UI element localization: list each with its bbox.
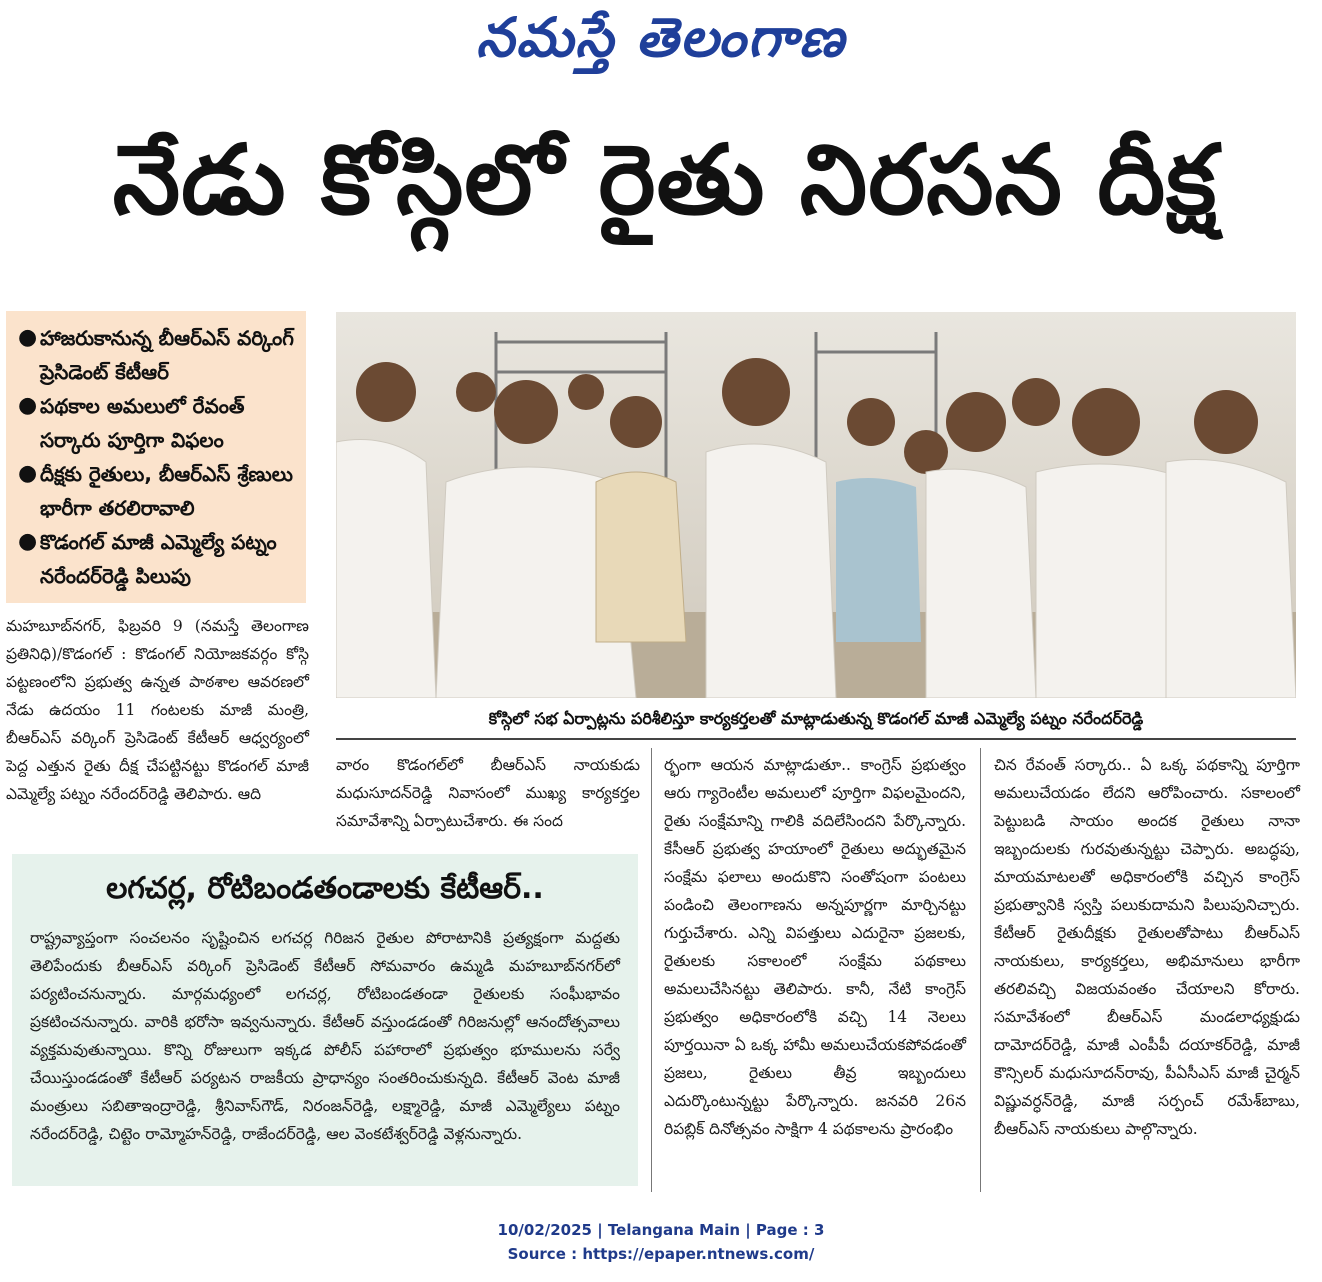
highlight-item bbox=[18, 321, 298, 389]
news-photo bbox=[336, 312, 1296, 698]
highlights-box bbox=[6, 311, 306, 603]
footer-date-page: 10/02/2025 | Telangana Main | Page : 3 bbox=[497, 1221, 825, 1239]
article-column-3: చిన రేవంత్ సర్కారు.. ఏ ఒక్క పథకాన్ని పూర్తిగా అమలుచేయడం లేదని ఆరోపించారు. సకాలంలో పెట్టుబడి సాయం అందక రైతులు నానా ఇబ్బందులకు గురవుతున్నట్టు చెప్పారు. అబద్ధపు, మాయమాటలతో అధికారంలోకి వచ్చిన కాంగ్రెస్ ప్రభుత్వానికి స్వస్తి పలుకుదామని పిలుపునిచ్చారు. కేటీఆర్ రైతుదీక్షకు రైతులతోపాటు బీఆర్‌ఎస్ నాయకులు, కార్యకర్తలు, అభిమానులు భారీగా తరలివచ్చి విజయవంతం చేయాలని కోరారు. సమావేశంలో బీఆర్‌ఎస్ మండలాధ్యక్షుడు దామోదర్‌రెడ్డి, మాజీ ఎంపీపీ దయాకర్‌రెడ్డి, మాజీ కౌన్సిలర్ మధుసూదన్‌రావు, పీఏసీఎస్ మాజీ చైర్మన్ విష్ణువర్ధన్‌రెడ్డి, మాజీ సర్పంచ్ రమేశ్‌బాబు, బీఆర్‌ఎస్ నాయకులు పాల్గొన్నారు. bbox=[994, 756, 1300, 1138]
highlight-text: దీక్షకు రైతులు, బీఆర్‌ఎస్ శ్రేణులు భారీగా తరలిరావాలి bbox=[40, 462, 293, 520]
article-column-1: వారం కొడంగల్‌లో బీఆర్‌ఎస్ నాయకుడు మధుసూదన్‌రెడ్డి నివాసంలో ముఖ్య కార్యకర్తల సమావేశాన్ని ఏర్పాటుచేశారు. ఈ సంద bbox=[336, 756, 640, 830]
photo-caption: కోస్గిలో సభ ఏర్పాట్లను పరిశీలిస్తూ కార్యకర్తలతో మాట్లాడుతున్న కొడంగల్ మాజీ ఎమ్మెల్యే పట్నం నరేందర్‌రెడ్డి bbox=[488, 709, 1144, 728]
bullet-icon: ● bbox=[18, 529, 38, 554]
page-footer bbox=[0, 1218, 1322, 1266]
column-divider bbox=[980, 748, 981, 1192]
caption-divider bbox=[336, 738, 1296, 740]
highlight-item bbox=[18, 389, 298, 457]
masthead-logo: నమస్తే తెలంగాణ bbox=[476, 6, 846, 69]
sidebar-story-title: లగచర్ల, రోటిబండతండాలకు కేటీఆర్.. bbox=[106, 871, 544, 906]
sidebar-story-body: రాష్ట్రవ్యాప్తంగా సంచలనం సృష్టించిన లగచర్ల గిరిజన రైతుల పోరాటానికి ప్రత్యక్షంగా మద్దతు తెలిపేందుకు బీఆర్‌ఎస్ వర్కింగ్ ప్రెసిడెంట్ కేటీఆర్ సోమవారం ఉమ్మడి మహబూబ్‌నగర్‌లో పర్యటించనున్నారు. మార్గమధ్యంలో లగచర్ల, రోటిబండతండా రైతులకు సంఘీభావం ప్రకటించనున్నారు. వారికి భరోసా ఇవ్వనున్నారు. కేటీఆర్ వస్తుండడంతో గిరిజనుల్లో ఆనందోత్సవాలు వ్యక్తమవుతున్నాయి. కొన్ని రోజులుగా ఇక్కడ పోలీస్ పహారాలో ప్రభుత్వం భూములను సర్వే చేయిస్తుండడంతో కేటీఆర్ పర్యటన రాజకీయ ప్రాధాన్యం సంతరించుకున్నది. కేటీఆర్ వెంట మాజీ మంత్రులు సబితాఇంద్రారెడ్డి, శ్రీనివాస్‌గౌడ్, నిరంజన్‌రెడ్డి, లక్ష్మారెడ్డి, మాజీ ఎమ్మెల్యేలు పట్నం నరేందర్‌రెడ్డి, చిట్టెం రామ్మోహన్‌రెడ్డి, రాజేందర్‌రెడ్డి, ఆల వెంకటేశ్వర్‌రెడ్డి వెళ్లనున్నారు. bbox=[30, 929, 620, 1143]
highlight-item bbox=[18, 457, 298, 525]
highlight-item bbox=[18, 525, 298, 593]
bullet-icon: ● bbox=[18, 393, 38, 418]
highlight-text: పథకాల అమలులో రేవంత్ సర్కారు పూర్తిగా విఫలం bbox=[40, 394, 245, 452]
highlight-text: హాజరుకానున్న బీఆర్‌ఎస్ వర్కింగ్ ప్రెసిడెంట్ కేటీఆర్ bbox=[40, 326, 294, 384]
bullet-icon: ● bbox=[18, 325, 38, 350]
column-divider bbox=[651, 748, 652, 1192]
article-column-2: ర్భంగా ఆయన మాట్లాడుతూ.. కాంగ్రెస్ ప్రభుత్వం ఆరు గ్యారెంటీల అమలులో పూర్తిగా విఫలమైందని, రైతు సంక్షేమాన్ని గాలికి వదిలేసిందని పేర్కొన్నారు. కేసీఆర్ ప్రభుత్వ హయాంలో రైతులు అద్భుతమైన సంక్షేమ ఫలాలు అందుకొని సంతోషంగా పంటలు పండించి తెలంగాణను అన్నపూర్ణగా మార్చినట్టు గుర్తుచేశారు. ఎన్ని విపత్తులు ఎదురైనా ప్రజలకు, రైతులకు సకాలంలో సంక్షేమ పథకాలు అమలుచేసినట్టు తెలిపారు. కానీ, నేటి కాంగ్రెస్ ప్రభుత్వం అధికారంలోకి వచ్చి 14 నెలలు పూర్తయినా ఏ ఒక్క హామీ అమలుచేయకపోవడంతో ప్రజలు, రైతులు తీవ్ర ఇబ్బందులు ఎదుర్కొంటున్నట్టు పేర్కొన్నారు. జనవరి 26న రిపబ్లిక్ దినోత్సవం సాక్షిగా 4 పథకాలను ప్రారంభిం bbox=[664, 756, 966, 1138]
highlight-text: కొడంగల్ మాజీ ఎమ్మెల్యే పట్నం నరేందర్‌రెడ్డి పిలుపు bbox=[40, 530, 277, 588]
headline: నేడు కోస్గిలో రైతు నిరసన దీక్ష bbox=[112, 124, 1218, 236]
bullet-icon: ● bbox=[18, 461, 38, 486]
news-photo-illustration bbox=[336, 312, 1296, 698]
sidebar-story-box bbox=[12, 854, 638, 1186]
footer-source: Source : https://epaper.ntnews.com/ bbox=[507, 1245, 815, 1263]
lead-paragraph: మహబూబ్‌నగర్, ఫిబ్రవరి 9 (నమస్తే తెలంగాణ ప్రతినిధి)/కొడంగల్ : కొడంగల్ నియోజకవర్గం కోస్గి పట్టణంలోని ప్రభుత్వ ఉన్నత పాఠశాల ఆవరణలో నేడు ఉదయం 11 గంటలకు మాజీ మంత్రి, బీఆర్‌ఎస్ వర్కింగ్ ప్రెసిడెంట్ కేటీఆర్ ఆధ్వర్యంలో పెద్ద ఎత్తున రైతు దీక్ష చేపట్టినట్టు కొడంగల్ మాజీ ఎమ్మెల్యే పట్నం నరేందర్‌రెడ్డి తెలిపారు. ఆది bbox=[6, 617, 309, 803]
